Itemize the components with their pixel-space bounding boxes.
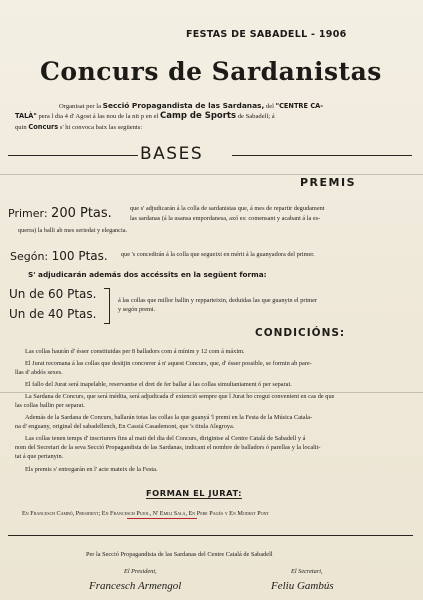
- primer-text-2: las sardanas (á la usansa empordanesa, axó es: comensant y acabant á la es-: [130, 215, 321, 222]
- condicio-line: las collas ballin per separat.: [15, 402, 85, 409]
- condicio-line: na d' enguany, original del sabadellench, En Cassiá Casademont, que 's titula Alegroya.: [15, 423, 235, 430]
- condicio-line: Las collas haurán d' ésser constituidas per 8 balladors com á mínim y 12 com á máxim.: [25, 348, 245, 355]
- primer-label: Primer: 200 Ptas.: [8, 206, 112, 221]
- condicio-line: El Jurat recomana á las collas que desitjin concorrer á n' aquest Concurs, que, d' ésser possible, se formin ab pare-: [25, 360, 312, 367]
- segon-text: que 's concedirán á la colla que segueixi en mérit á la guanyadora del primer.: [121, 251, 315, 258]
- president-signature: Francesch Armengol: [89, 580, 182, 592]
- jurat-members: En Francesch Cambó, President; En Francesch Pujol, N' Emili Sala, En Pere Pagés y En Modest Pont: [22, 510, 269, 517]
- accessit-2: Un de 40 Ptas.: [9, 307, 97, 321]
- condicions-heading: CONDICIÓNS:: [255, 327, 346, 339]
- intro-line-3: quin Concurs s' hi convoca baix las següents:: [15, 123, 143, 131]
- condicio-line: Las collas tenen temps d' inscriurers fins al mati del dia del Concurs, dirigintse al Centre Catalá de Sabadell y á: [25, 435, 306, 442]
- rule-left: [8, 155, 138, 156]
- rule-right: [232, 155, 412, 156]
- condicio-line: Els premis s' entregarán en l' acte mateix de la Festa.: [25, 466, 158, 473]
- accessits-text-2: y segón premi.: [118, 306, 156, 313]
- poster-title: Concurs de Sardanistas: [40, 57, 382, 86]
- condicio-line: nom del Secretari de la seva Secció Propagandista de las Sardanas, indicant el nombre de balladors ó parellas y la localit-: [15, 444, 321, 451]
- accessits-intro: S' adjudicarán además dos accéssits en la següent forma:: [28, 270, 267, 279]
- condicio-line: llas d' abdós sexes.: [15, 369, 63, 376]
- secretari-label: El Secretari,: [291, 568, 323, 575]
- condicio-line: El fallo del Jurat será inapelable, reservantse el dret de fer ballar á las collas simultaniament ó per separat.: [25, 381, 292, 388]
- intro-line-2: TALÀ" pera l dia 4 d' Agost á las nou de la nit p en el Camp de Sports de Sabadell; á: [15, 111, 275, 121]
- condicio-line: La Sardana de Concurs, que será inédita, será adjudicada d' extenció sempre que l Jurat ho cregui convenient en cas de que: [25, 393, 335, 400]
- accessit-bracket: [104, 288, 110, 324]
- segon-label: Segón: 100 Ptas.: [10, 249, 108, 263]
- primer-text-1: que s' adjudicarán á la colla de sardanistas que, á mes de repartir degudament: [130, 205, 325, 212]
- premis-heading: PREMIS: [300, 176, 357, 189]
- primer-text-3: querra) la balli ab mes seriedat y elegancia.: [18, 227, 128, 234]
- underline-mark: [127, 518, 197, 519]
- intro-line-1: Organisat per la Secció Propagandista de las Sardanas, del "CENTRE CA-: [59, 101, 323, 110]
- footer-rule: [8, 535, 413, 536]
- bases-heading: BASES: [140, 144, 204, 164]
- condicio-line: tat á que pertanyin.: [15, 453, 64, 460]
- accessit-1: Un de 60 Ptas.: [9, 287, 97, 301]
- event-header: FESTAS DE SABADELL - 1906: [186, 29, 347, 40]
- condicio-line: Además de la Sardana de Concurs, ballarán totas las collas la que guanyá 'l premi en la Festa de la Música Catala-: [25, 414, 313, 421]
- jurat-heading: FORMAN EL JURAT:: [146, 488, 242, 498]
- secretari-signature: Feliu Gambús: [271, 580, 334, 592]
- fold-line: [0, 174, 423, 175]
- president-label: El President,: [124, 568, 157, 575]
- footer-line: Per la Secció Propagandista de las Sardanas del Centre Catalá de Sabadell: [86, 551, 273, 558]
- accessits-text-1: á las collas que millor ballin y repparteixin, deduidas las que guanyin el primer: [118, 297, 317, 304]
